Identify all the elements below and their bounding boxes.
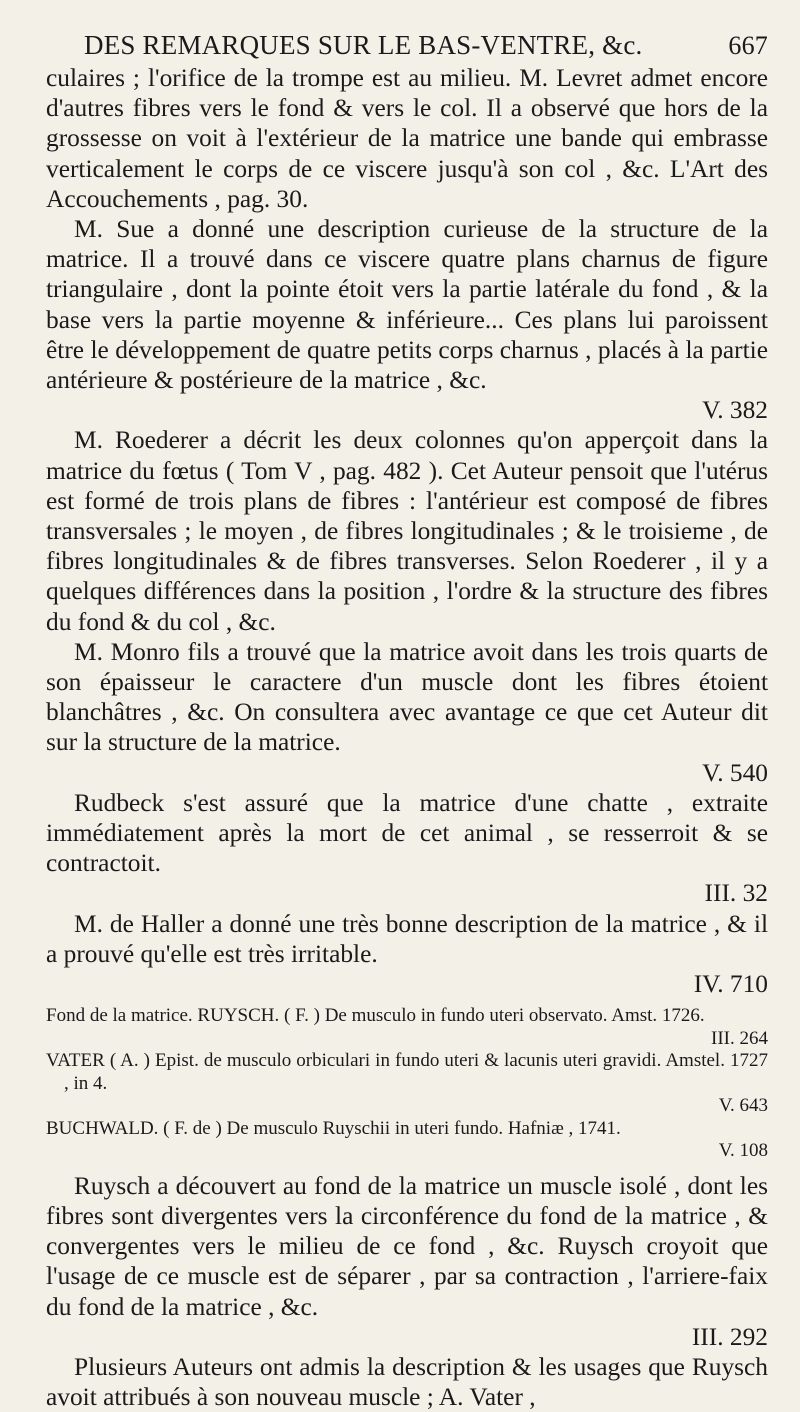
paragraph-5-reference: III. 32 [704, 879, 768, 908]
bibliography-entry-buchwald-ref: V. 108 [718, 1140, 768, 1162]
bibliography-entry-ruysch-ref: III. 264 [711, 1027, 768, 1049]
bibliography-entry-vater-ref: V. 643 [718, 1095, 768, 1117]
paragraph-4: M. Monro fils a trouvé que la matrice avoit dans les trois quarts de son épaisseur le caractere d'un muscle dont les fibres étoient blanchâtres , &c. On consultera avec avantage ce que cet Auteur dit sur la structure de la matrice. [46, 637, 768, 757]
paragraph-5-reference-line [46, 878, 768, 908]
bibliography-entry-vater: VATER ( A. ) Epist. de musculo orbiculari in fundo uteri & lacunis uteri gravidi. Amstel. 1727 , in 4. [46, 1050, 768, 1094]
bibliography-entry-ruysch-ref-line [46, 1028, 768, 1051]
bibliography-entry-buchwald: BUCHWALD. ( F. de ) De musculo Ruyschii in uteri fundo. Hafniæ , 1741. [46, 1117, 621, 1139]
page-number: 667 [728, 31, 768, 60]
paragraph-7-reference-line [46, 1322, 768, 1352]
paragraph-6: M. de Haller a donné une très bonne description de la matrice , & il a prouvé qu'elle est très irritable. [46, 909, 768, 968]
paragraph-5: Rudbeck s'est assuré que la matrice d'une chatte , extraite immédiatement après la mort de cet animal , se resserroit & se contractoit. [46, 788, 768, 878]
paragraph-7: Ruysch a découvert au fond de la matrice un muscle isolé , dont les fibres sont divergentes vers la circonférence du fond de la matrice , & convergentes vers le milieu de ce fond , &c. Ruysch croyoit que l'usage de ce muscle est de séparer , par sa contraction , l'arriere-faix du fond de la matrice , &c. [46, 1171, 768, 1321]
paragraph-4-reference-line [46, 758, 768, 788]
paragraph-7-reference: III. 292 [691, 1322, 768, 1351]
bibliography-entry-buchwald-ref-line [46, 1140, 768, 1163]
paragraph-2-reference: V. 382 [702, 396, 768, 425]
paragraph-2-reference-line [46, 395, 768, 425]
bibliography-entry-vater-ref-line [46, 1095, 768, 1118]
paragraph-2: M. Sue a donné une description curieuse de la structure de la matrice. Il a trouvé dans ce viscere quatre plans charnus de figure triangulaire , dont la pointe étoit vers la partie latérale du fond , & la base vers la partie moyenne & inférieure... Ces plans lui paroissent être le développement de quatre petits corps charnus , placés à la partie antérieure & postérieure de la matrice , &c. [46, 215, 768, 395]
header-title: DES REMARQUES SUR LE BAS-VENTRE, &c. [84, 30, 643, 60]
body-text [46, 63, 768, 1412]
paragraph-6-reference-line [46, 969, 768, 999]
paragraph-3: M. Roederer a décrit les deux colonnes qu'on apperçoit dans la matrice du fœtus ( Tom V , pag. 482 ). Cet Auteur pensoit que l'utérus est formé de trois plans de fibres : l'antérieur est composé de fibres transversales ; le moyen , de fibres longitudinales ; & le troisieme , de fibres longitudinales & de fibres transverses. Selon Roederer , il y a quelques différences dans la position , l'ordre & la structure des fibres du fond & du col , &c. [46, 426, 768, 636]
paragraph-1: culaires ; l'orifice de la trompe est au milieu. M. Levret admet encore d'autres fibres vers le fond & vers le col. Il a observé que hors de la grossesse on voit à l'extérieur de la matrice une bande qui embrasse verticalement le corps de ce viscere jusqu'à son col , &c. L'Art des Accouchements , pag. 30. [46, 64, 768, 213]
paragraph-4-reference: V. 540 [702, 758, 768, 787]
paragraph-8: Plusieurs Auteurs ont admis la description & les usages que Ruysch avoit attribués à son nouveau muscle ; A. Vater , [46, 1353, 768, 1412]
running-header [46, 30, 768, 61]
bibliography-block [46, 1005, 768, 1163]
paragraph-6-reference: IV. 710 [693, 970, 768, 999]
bibliography-entry-ruysch: Fond de la matrice. RUYSCH. ( F. ) De musculo in fundo uteri observato. Amst. 1726. [46, 1005, 705, 1027]
